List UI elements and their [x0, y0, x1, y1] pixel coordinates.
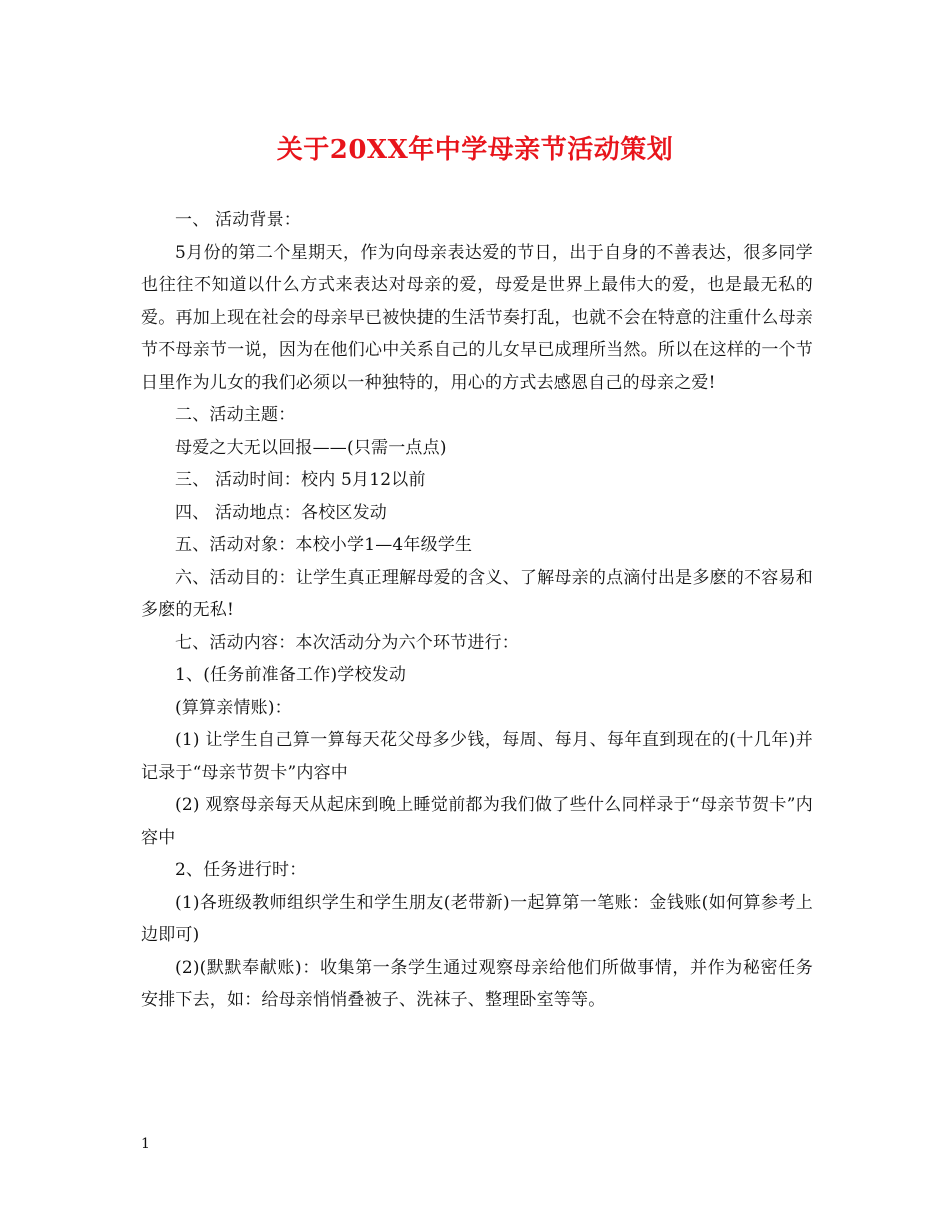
- list-item-preparation: 1、(任务前准备工作)学校发动: [175, 665, 407, 685]
- section-heading-time: 三、 活动时间：校内 5月12以前: [175, 470, 426, 490]
- list-item-progress-2: (2)(默默奉献账)：收集第一条学生通过观察母亲给他们所做事情，并作为秘密任务安排下去，如：给母亲悄悄叠被子、洗袜子、整理卧室等等。: [141, 957, 813, 1010]
- section-heading-content: 七、活动内容：本次活动分为六个环节进行：: [175, 632, 519, 653]
- list-item-step-1: (1) 让学生自己算一算每天花父母多少钱，每周、每月、每年直到现在的(十几年)并记录于“母亲节贺卡”内容中: [141, 730, 813, 783]
- section-heading-background: 一、 活动背景：: [175, 210, 302, 230]
- document-body: [141, 204, 813, 1017]
- paragraph-theme: 母爱之大无以回报——(只需一点点): [175, 437, 447, 458]
- document-title: 关于20XX年中学母亲节活动策划: [276, 135, 674, 165]
- section-heading-audience: 五、活动对象：本校小学1—4年级学生: [175, 535, 473, 555]
- list-item-progress-1: (1)各班级教师组织学生和学生朋友(老带新)一起算第一笔账：金钱账(如何算参考上边即可): [141, 892, 813, 945]
- list-item-family-account: (算算亲情账)：: [175, 697, 292, 718]
- list-item-step-2: (2) 观察母亲每天从起床到晚上睡觉前都为我们做了些什么同样录于“母亲节贺卡”内容中: [141, 795, 813, 848]
- section-heading-theme: 二、活动主题：: [175, 405, 296, 425]
- page-number: 1: [141, 1136, 150, 1152]
- list-item-in-progress: 2、任务进行时：: [175, 860, 307, 880]
- paragraph-background: 5月份的第二个星期天，作为向母亲表达爱的节日，出于自身的不善表达，很多同学也往往不知道以什么方式来表达对母亲的爱，母爱是世界上最伟大的爱，也是最无私的爱。再加上现在社会的母亲早已被快捷的生活节奏打乱，也就不会在特意的注重什么母亲节不母亲节一说，因为在他们心中关系自己的儿女早已成理所当然。所以在这样的一个节日里作为儿女的我们必须以一种独特的，用心的方式去感恩自己的母亲之爱!: [141, 242, 813, 393]
- section-heading-purpose: 六、活动目的：让学生真正理解母爱的含义、了解母亲的点滴付出是多麽的不容易和多麽的无私!: [141, 567, 813, 620]
- section-heading-location: 四、 活动地点：各校区发动: [175, 502, 388, 523]
